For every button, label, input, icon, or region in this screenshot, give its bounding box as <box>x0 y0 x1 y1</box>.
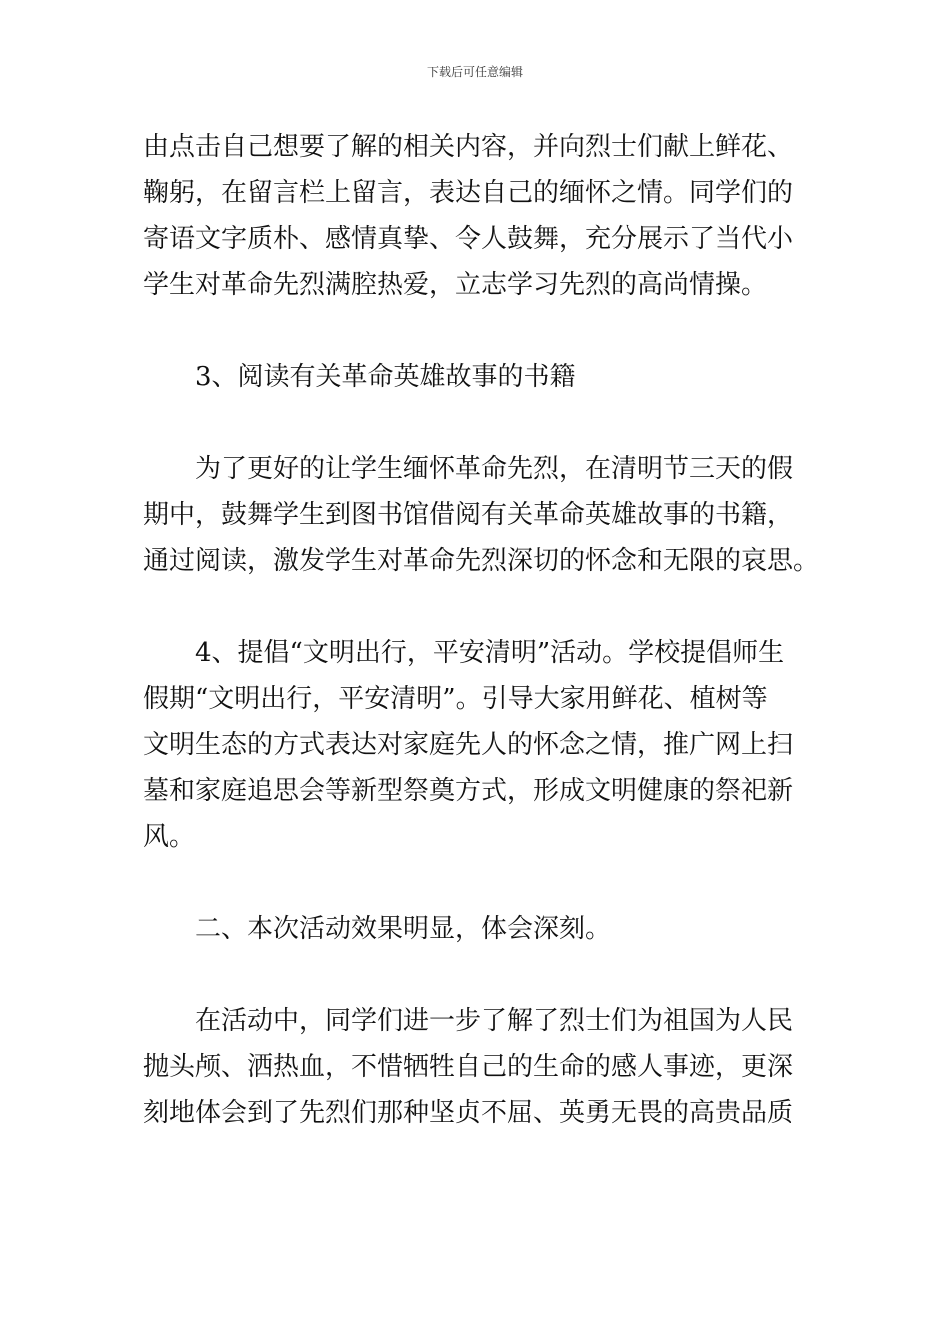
text-line: 鞠躬，在留言栏上留言，表达自己的缅怀之情。同学们的 <box>143 178 794 208</box>
text-line: 刻地体会到了先烈们那种坚贞不屈、英勇无畏的高贵品质 <box>143 1098 794 1128</box>
text-line: 风。 <box>143 822 196 852</box>
text-line: 期中，鼓舞学生到图书馆借阅有关革命英雄故事的书籍， <box>143 500 794 530</box>
heading-text: 3、阅读有关革命英雄故事的书籍 <box>195 362 576 392</box>
paragraph-reading-books <box>143 446 820 584</box>
text-line: 在活动中，同学们进一步了解了烈士们为祖国为人民 <box>195 1006 794 1036</box>
paragraph-memorial-website <box>143 124 813 308</box>
text-line: 文明生态的方式表达对家庭先人的怀念之情，推广网上扫 <box>143 730 794 760</box>
text-line: 通过阅读，激发学生对革命先烈深切的怀念和无限的哀思。 <box>143 546 820 576</box>
heading-activity-effect <box>143 906 813 952</box>
text-line: 假期“文明出行，平安清明”。引导大家用鲜花、植树等 <box>143 684 768 714</box>
text-line: 由点击自己想要了解的相关内容，并向烈士们献上鲜花、 <box>143 132 794 162</box>
document-body <box>143 124 820 1136</box>
text-line: 4、提倡“文明出行，平安清明”活动。学校提倡师生 <box>195 638 785 668</box>
heading-text: 二、本次活动效果明显，体会深刻。 <box>195 914 612 944</box>
text-line: 寄语文字质朴、感情真挚、令人鼓舞，充分展示了当代小 <box>143 224 794 254</box>
text-line: 墓和家庭追思会等新型祭奠方式，形成文明健康的祭祀新 <box>143 776 794 806</box>
paragraph-civilized-travel <box>143 630 813 860</box>
paragraph-activity-effect <box>143 998 813 1136</box>
page-header: 下载后可任意编辑 <box>426 65 523 79</box>
text-line: 抛头颅、洒热血，不惜牺牲自己的生命的感人事迹，更深 <box>143 1052 794 1082</box>
text-line: 学生对革命先烈满腔热爱，立志学习先烈的高尚情操。 <box>143 270 768 300</box>
text-line: 为了更好的让学生缅怀革命先烈，在清明节三天的假 <box>195 454 794 484</box>
heading-reading-books <box>143 354 813 400</box>
